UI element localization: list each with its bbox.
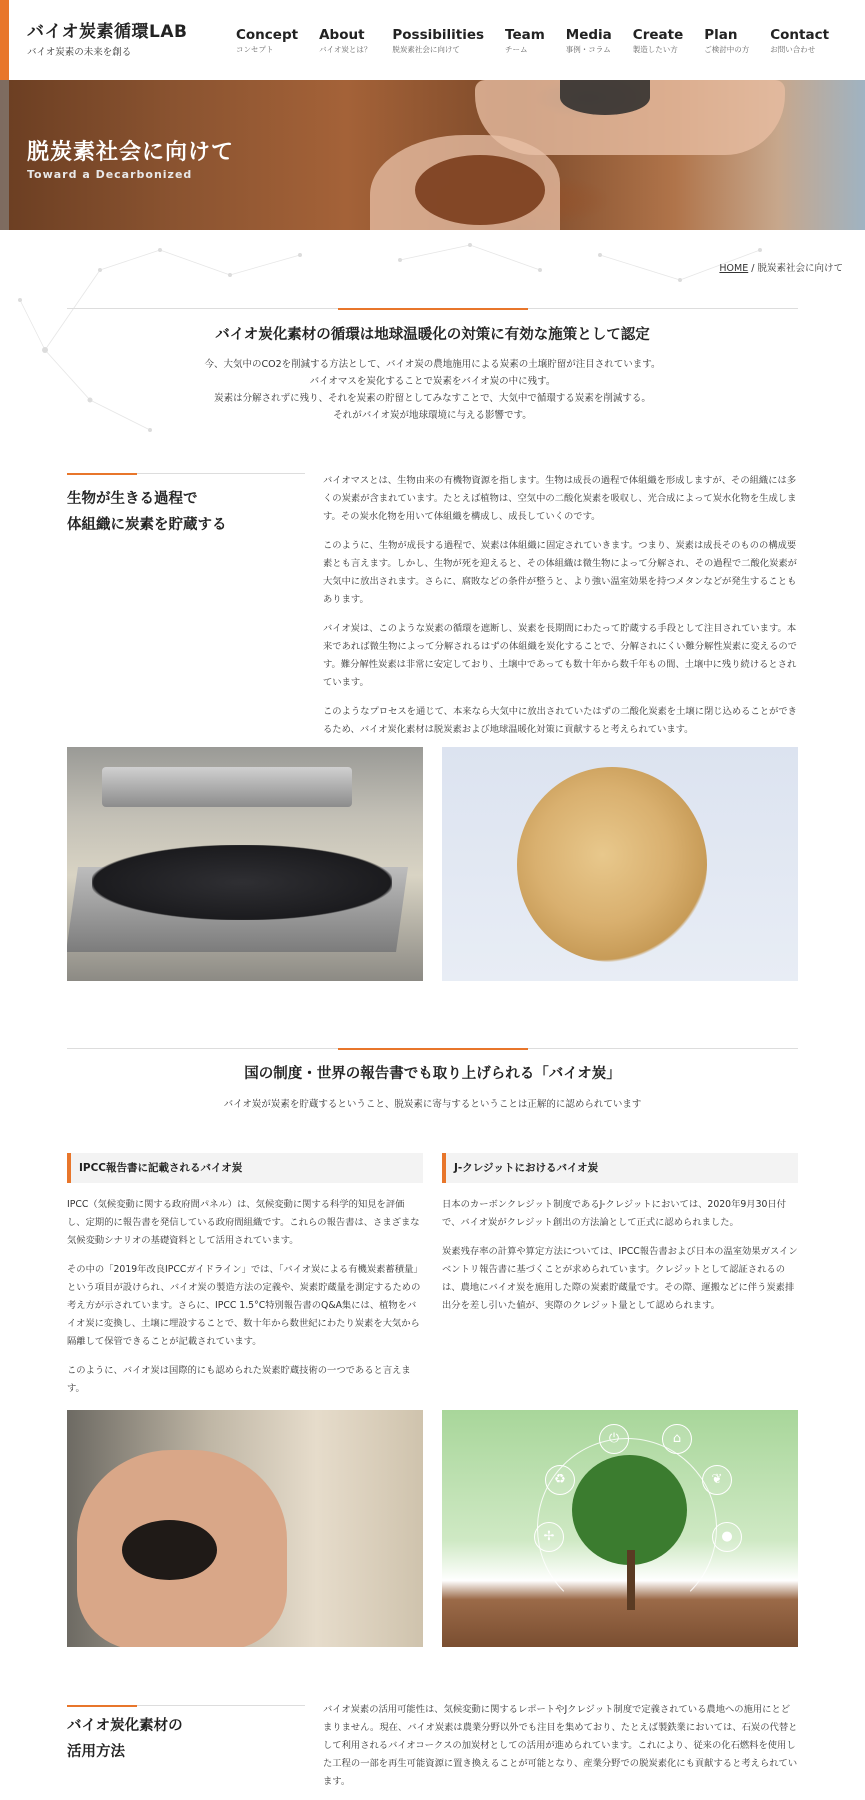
wind-turbine-icon: ✢ <box>534 1522 564 1552</box>
nav-label: Concept <box>236 27 299 43</box>
nav-sublabel: バイオ炭とは？ <box>319 45 372 54</box>
home-icon: ⌂ <box>662 1424 692 1454</box>
tree-sustainability-photo <box>442 1410 798 1647</box>
nav-item-concept[interactable] <box>236 28 298 55</box>
ipcc-paragraph: その中の「2019年改良IPCCガイドライン」では、「バイオ炭による有機炭素蓄積量」という項目が設けられ、バイオ炭の製造方法の定義や、炭素貯蔵量を測定するための考え方が示されています。さらに、IPCC 1.5°C特別報告書のQ&A集には、植物をバイオ炭に変換し、土壌に埋設することで、数十年から数世紀にわたり炭素を大気から隔離して保管できることが記載されています。 <box>67 1264 423 1347</box>
usage-paragraph: バイオ炭素の活用可能性は、気候変動に関するレポートやJクレジット制度で定義されている農地への施用にとどまりません。現在、バイオ炭素は農業分野以外でも注目を集めており、たとえば製鉄業においては、石炭の代替として利用されるバイオコークスの加炭材としての活用が進められています。これにより、従来の化石燃料を使用した工程の一部を再生可能資源に置き換えることが可能となり、産業分野での脱炭素化にも貢献すると考えられています。 <box>323 1704 798 1787</box>
jcredit-body <box>442 1196 798 1326</box>
biochar-hands-photo <box>67 1410 423 1647</box>
storage-paragraph: このようなプロセスを通じて、本来なら大気中に放出されていたはずの二酸化炭素を土壌に閉じ込めることができるため、バイオ炭化素材は脱炭素および地球温暖化対策に貢献すると考えられています。 <box>323 706 797 735</box>
storage-title-line: 生物が生きる過程で <box>67 491 198 507</box>
jcredit-heading: J-クレジットにおけるバイオ炭 <box>442 1153 798 1183</box>
header-accent-bar <box>0 0 9 80</box>
usage-title <box>67 1713 183 1765</box>
reports-lead: バイオ炭が炭素を貯蔵するということ、脱炭素に寄与するということは正解的に認められています <box>223 1099 642 1110</box>
storage-paragraph: このように、生物が成長する過程で、炭素は体組織に固定されていきます。つまり、炭素は成長そのものの構成要素とも言えます。しかし、生物が死を迎えると、その体組織は微生物によって分解され、その過程で二酸化炭素が大気中に放出されます。さらに、腐敗などの条件が整うと、より強い温室効果を持つメタンなどが発生することもあります。 <box>323 540 797 605</box>
intro-title: バイオ炭化素材の循環は地球温暖化の対策に有効な施策として認定 <box>215 327 650 343</box>
nav-sublabel: 事例・コラム <box>565 45 611 54</box>
reports-title: 国の制度・世界の報告書でも取り上げられる「バイオ炭」 <box>244 1066 621 1082</box>
hero-title: 脱炭素社会に向けて <box>27 140 235 165</box>
storage-title <box>67 486 227 538</box>
section-divider <box>67 1048 798 1049</box>
storage-paragraph: バイオ炭は、このような炭素の循環を遮断し、炭素を長期間にわたって貯蔵する手段として注目されています。本来であれば微生物によって分解されるはずの体組織を炭化することで、分解されにくい難分解性炭素に変えるのです。難分解性炭素は非常に安定しており、土壌中であっても数十年から数千年もの間、土壌中に残り続けるとされています。 <box>323 623 797 688</box>
intro-text <box>0 356 865 424</box>
nav-label: Contact <box>770 27 830 43</box>
nav-item-media[interactable] <box>566 28 612 55</box>
nav-sublabel: 製造したい方 <box>632 45 678 54</box>
nav-label: Possibilities <box>392 27 485 43</box>
sub-divider <box>67 1705 305 1706</box>
nav-label: About <box>319 27 365 43</box>
water-drop-icon: ● <box>712 1522 742 1552</box>
jcredit-paragraph: 日本のカーボンクレジット制度であるJ-クレジットにおいては、2020年9月30日付で、バイオ炭がクレジット創出の方法論として正式に認められました。 <box>442 1199 787 1228</box>
leaf-icon: ❦ <box>702 1465 732 1495</box>
intro-line: それがバイオ炭が地球環境に与える影響です。 <box>333 410 532 421</box>
hero-left-bar <box>0 80 9 230</box>
ipcc-body <box>67 1196 423 1409</box>
breadcrumb-home-link[interactable]: HOME <box>719 263 749 274</box>
usage-title-line: 活用方法 <box>67 1744 125 1760</box>
biochar-production-photo <box>67 747 423 981</box>
breadcrumb-separator: / <box>748 263 758 274</box>
nav-item-team[interactable] <box>505 28 545 55</box>
hero-soil-image <box>415 155 545 225</box>
nav-label: Create <box>632 27 684 43</box>
nav-item-contact[interactable] <box>770 28 829 55</box>
storage-title-line: 体組織に炭素を貯蔵する <box>67 517 227 533</box>
nav-item-possibilities[interactable] <box>392 28 484 55</box>
nav-sublabel: お問い合わせ <box>770 45 816 54</box>
storage-paragraph: バイオマスとは、生物由来の有機物資源を指します。生物は成長の過程で体組織を形成しますが、その組織には多くの炭素が含まれています。たとえば植物は、空気中の二酸化炭素を吸収し、光合成によって炭水化物を生成します。その炭水化物を用いて体組織を構成し、成長していくのです。 <box>323 475 797 522</box>
nav-sublabel: コンセプト <box>236 45 274 54</box>
breadcrumb-current: 脱炭素社会に向けて <box>757 263 843 274</box>
hero-subtitle: Toward a Decarbonized <box>27 168 193 181</box>
plug-icon: ⏻ <box>599 1424 629 1454</box>
breadcrumb <box>719 260 843 274</box>
site-header <box>0 0 865 80</box>
storage-body <box>323 472 798 750</box>
intro-line: 今、大気中のCO2を削減する方法として、バイオ炭の農地施用による炭素の土壌貯留が注目されています。 <box>204 359 661 370</box>
intro-line: バイオマスを炭化することで炭素をバイオ炭の中に残す。 <box>309 376 556 387</box>
site-logo[interactable] <box>27 22 187 58</box>
section-divider <box>67 308 798 309</box>
jcredit-paragraph: 炭素残存率の計算や算定方法については、IPCC報告書および日本の温室効果ガスインベントリ報告書に基づくことが求められています。クレジットとして認証されるのは、農地にバイオ炭を施用した際の炭素貯蔵量です。その際、運搬などに伴う炭素排出分を差し引いた値が、実際のクレジット量として認められます。 <box>442 1246 798 1311</box>
hero-banner <box>0 80 865 230</box>
nav-label: Media <box>565 27 612 43</box>
logo-subtitle: バイオ炭素の未来を創る <box>27 47 132 58</box>
nav-sublabel: チーム <box>505 45 528 54</box>
rice-husk-photo <box>442 747 798 981</box>
nav-item-create[interactable] <box>633 28 683 55</box>
logo-title: バイオ炭素循環LAB <box>27 22 188 42</box>
ipcc-paragraph: このように、バイオ炭は国際的にも認められた炭素貯蔵技術の一つであると言えます。 <box>67 1365 411 1394</box>
usage-title-line: バイオ炭化素材の <box>67 1718 183 1734</box>
nav-label: Plan <box>704 27 738 43</box>
nav-label: Team <box>505 27 545 43</box>
sub-divider <box>67 473 305 474</box>
usage-body <box>323 1701 798 1800</box>
intro-line: 炭素は分解されずに残り、それを炭素の貯留としてみなすことで、大気中で循環する炭素を削減する。 <box>214 393 651 404</box>
main-nav <box>236 28 829 55</box>
nav-sublabel: 脱炭素社会に向けて <box>392 45 460 54</box>
nav-item-about[interactable] <box>319 28 371 55</box>
hero-biochar-image <box>560 80 650 115</box>
recycle-icon: ♻ <box>545 1465 575 1495</box>
ipcc-heading: IPCC報告書に記載されるバイオ炭 <box>67 1153 423 1183</box>
nav-item-plan[interactable] <box>704 28 749 55</box>
nav-sublabel: ご検討中の方 <box>704 45 750 54</box>
ipcc-paragraph: IPCC（気候変動に関する政府間パネル）は、気候変動に関する科学的知見を評価し、定期的に報告書を発信している政府間組織です。これらの報告書は、さまざまな気候変動シナリオの基礎資料として活用されています。 <box>67 1199 420 1246</box>
